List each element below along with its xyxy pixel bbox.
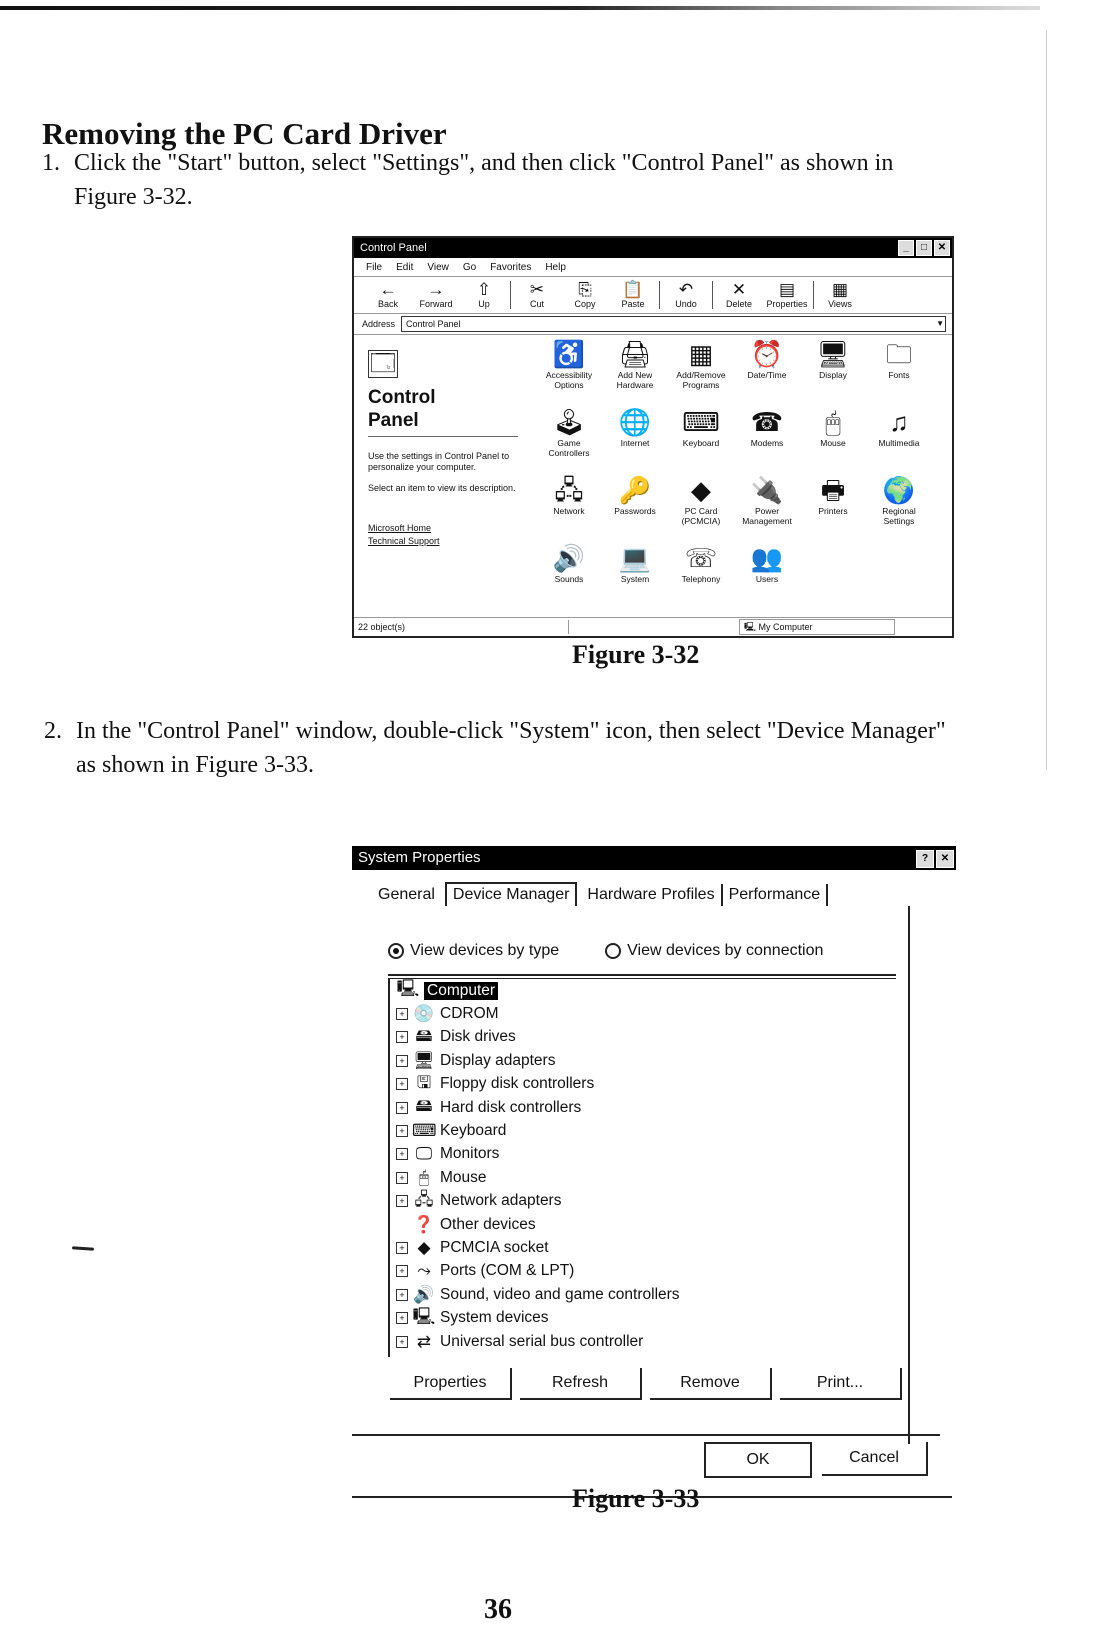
cp-item-label: Users (755, 574, 779, 584)
tree-row[interactable] (390, 1306, 896, 1329)
cp-item-label: Accessibility Options (545, 370, 593, 390)
back-button[interactable] (364, 277, 412, 313)
tree-label: Other devices (440, 1215, 536, 1233)
back-arrow-icon: ← (379, 280, 397, 299)
radio-view-by-type[interactable] (388, 942, 559, 960)
step-1-number: 1. (42, 150, 60, 176)
cp-item-power-management[interactable] (734, 474, 800, 542)
properties-icon: ▤ (778, 280, 796, 299)
menu-help[interactable]: Help (545, 261, 566, 273)
other-devices-icon: ❓ (413, 1214, 435, 1234)
multimedia-icon: ♫ (889, 407, 909, 437)
expand-plus-icon[interactable]: + (396, 1008, 408, 1020)
technical-support-link[interactable]: Technical Support (368, 536, 440, 546)
forward-button[interactable] (412, 277, 460, 313)
expand-plus-icon[interactable]: + (396, 1336, 408, 1348)
info-select-hint: Select an item to view its description. (368, 483, 516, 493)
cut-button[interactable] (513, 277, 561, 313)
system-icon: 💻 (618, 543, 652, 573)
toolbar-separator (712, 281, 713, 309)
tree-row[interactable] (390, 1236, 896, 1259)
tree-label: Disk drives (440, 1028, 516, 1046)
menu-file[interactable]: File (366, 261, 383, 273)
menu-bar (354, 258, 952, 277)
cp-item-label: Game Controllers (548, 438, 590, 458)
expand-plus-icon[interactable]: + (396, 1055, 408, 1067)
up-button[interactable] (460, 277, 508, 313)
sound-controller-icon: 🔊 (413, 1284, 435, 1304)
mouse-icon: 🖱 (825, 407, 841, 437)
back-label: Back (377, 299, 398, 309)
menu-go[interactable]: Go (462, 261, 477, 273)
cp-item-label: Add New Hardware (616, 370, 654, 390)
display-icon: 🖥 (816, 339, 850, 369)
internet-icon: 🌐 (618, 407, 652, 437)
copy-button[interactable] (561, 277, 609, 313)
tab-strip (372, 882, 828, 906)
cp-item-label: Add/Remove Programs (676, 370, 726, 390)
system-devices-icon: 🖳 (412, 1306, 436, 1326)
cp-item-network[interactable] (536, 474, 602, 542)
step-1-text: Click the "Start" button, select "Settings", and then click "Control Panel" as shown in Figure 3-32. (74, 150, 894, 210)
cp-item-label: Keyboard (682, 438, 720, 448)
cut-icon: ✂ (529, 280, 545, 299)
step-2-text: In the "Control Panel" window, double-click "System" icon, then select "Device Manager" as shown in Figure 3-33. (76, 718, 946, 778)
paste-label: Paste (621, 299, 645, 309)
add-hardware-icon: 🖨 (618, 339, 652, 369)
view-mode-radios (388, 942, 823, 960)
help-button[interactable]: ? (916, 850, 934, 868)
system-properties-title: System Properties (358, 849, 481, 866)
radio-empty-dot (605, 943, 621, 959)
right-margin-line (1046, 30, 1047, 770)
pc-card-icon: ◆ (691, 475, 711, 505)
figure-caption-3-32: Figure 3-32 (572, 640, 700, 669)
users-icon: 👥 (750, 543, 784, 573)
cp-item-internet[interactable] (602, 406, 668, 474)
panel-bottom-rule (352, 1434, 940, 1436)
delete-label: Delete (725, 299, 752, 309)
cp-item-label: Passwords (614, 506, 656, 516)
ports-icon: ⤳ (417, 1261, 431, 1281)
minimize-button[interactable]: _ (898, 240, 914, 256)
tree-label: Network adapters (440, 1192, 562, 1210)
tree-label: System devices (440, 1309, 549, 1327)
cp-item-label: System (620, 574, 650, 584)
power-management-icon: 🔌 (750, 475, 784, 505)
up-folder-icon: ⇧ (476, 280, 492, 299)
close-button[interactable]: ✕ (936, 850, 954, 868)
cp-item-users[interactable] (734, 542, 800, 610)
tree-label: Display adapters (440, 1051, 556, 1069)
tree-row[interactable] (390, 1026, 896, 1049)
chevron-down-icon[interactable]: ▼ (936, 319, 944, 328)
computer-icon: 🖳 (396, 979, 420, 999)
control-panel-window (352, 236, 954, 638)
address-label: Address (362, 319, 396, 329)
radio-view-by-connection-label: View devices by connection (627, 942, 824, 959)
cp-item-game-controllers[interactable] (536, 406, 602, 474)
forward-label: Forward (419, 299, 453, 309)
print-button[interactable]: Print... (780, 1368, 902, 1400)
expand-plus-icon[interactable]: + (396, 1031, 408, 1043)
forward-arrow-icon: → (427, 280, 445, 299)
tree-row[interactable] (390, 1190, 896, 1213)
cp-item-modems[interactable] (734, 406, 800, 474)
control-panel-items (536, 338, 932, 610)
info-pane-divider (368, 436, 518, 437)
cp-item-label: Network (553, 506, 585, 516)
paste-icon: 📋 (622, 280, 644, 299)
address-value: Control Panel (406, 319, 461, 329)
figure-caption-3-33: Figure 3-33 (572, 1484, 700, 1513)
accessibility-icon: ♿ (552, 339, 586, 369)
expand-plus-icon[interactable]: + (396, 1289, 408, 1301)
up-label: Up (478, 299, 490, 309)
cp-item-telephony[interactable] (668, 542, 734, 610)
control-panel-heading: Control Panel (368, 387, 436, 431)
display-adapter-icon: 🖥 (413, 1050, 435, 1070)
expand-plus-icon[interactable]: + (396, 1242, 408, 1254)
status-bar (354, 617, 952, 636)
toolbar-separator (659, 281, 660, 309)
date-time-icon: ⏰ (750, 339, 784, 369)
properties-toolbar-button[interactable] (763, 277, 811, 313)
tree-row[interactable] (390, 979, 896, 1002)
tree-label: Universal serial bus controller (440, 1332, 644, 1350)
floppy-controller-icon: 🖫 (416, 1072, 432, 1092)
control-panel-info-pane (368, 350, 518, 548)
usb-controller-icon: ⇄ (416, 1331, 432, 1351)
cp-item-label: Display (819, 370, 847, 380)
status-zone-label: My Computer (758, 622, 813, 632)
expand-plus-icon[interactable]: + (396, 1078, 408, 1090)
menu-favorites[interactable]: Favorites (490, 261, 532, 273)
undo-icon: ↶ (678, 280, 694, 299)
tree-label: Computer (424, 982, 498, 1000)
expand-plus-icon[interactable]: + (396, 1148, 408, 1160)
cp-item-label: Date/Time (747, 370, 787, 380)
cp-item-add-remove-programs[interactable] (668, 338, 734, 406)
radio-view-by-type-label: View devices by type (410, 942, 560, 959)
cp-item-regional-settings[interactable] (866, 474, 932, 542)
system-properties-dialog (352, 846, 952, 1498)
telephony-icon: ☏ (684, 543, 718, 573)
cp-item-keyboard[interactable] (668, 406, 734, 474)
cp-item-passwords[interactable] (602, 474, 668, 542)
cp-item-label: Sounds (554, 574, 584, 584)
tree-row[interactable] (390, 1213, 896, 1236)
delete-button[interactable] (715, 277, 763, 313)
copy-icon: ⎘ (578, 280, 592, 299)
views-icon: ▦ (831, 280, 849, 299)
tab-hardware-profiles[interactable]: Hardware Profiles (581, 884, 722, 906)
cp-item-label: PC Card (PCMCIA) (681, 506, 721, 526)
properties-label: Properties (766, 299, 808, 309)
tree-row[interactable] (390, 1002, 896, 1025)
address-bar (354, 314, 952, 335)
copy-label: Copy (574, 299, 596, 309)
computer-icon: 🖳 (744, 622, 757, 632)
panel-right-border (908, 906, 910, 1444)
status-object-count: 22 object(s) (354, 620, 569, 634)
tree-row[interactable] (390, 1260, 896, 1283)
radio-selected-dot (388, 943, 404, 959)
ok-button[interactable]: OK (704, 1442, 812, 1478)
modems-icon: ☎ (750, 407, 784, 437)
expand-plus-icon[interactable]: + (396, 1312, 408, 1324)
mouse-icon: 🖱 (418, 1167, 430, 1187)
tree-row[interactable] (390, 1049, 896, 1072)
tree-label: Monitors (440, 1145, 500, 1163)
step-2-number: 2. (44, 718, 62, 744)
cp-item-display[interactable] (800, 338, 866, 406)
tree-label: Keyboard (440, 1122, 507, 1140)
cp-item-label: Fonts (888, 370, 910, 380)
expand-plus-icon[interactable]: + (396, 1125, 408, 1137)
tree-row[interactable] (390, 1119, 896, 1142)
regional-settings-icon: 🌍 (882, 475, 916, 505)
toolbar-separator (510, 281, 511, 309)
tree-row[interactable] (390, 1166, 896, 1189)
toolbar (354, 277, 952, 314)
tree-label: Floppy disk controllers (440, 1075, 595, 1093)
disk-drive-icon: 🖴 (415, 1025, 433, 1045)
tree-label: Hard disk controllers (440, 1098, 582, 1116)
tree-row[interactable] (390, 1096, 896, 1119)
cp-item-printers[interactable] (800, 474, 866, 542)
cdrom-icon: 💿 (413, 1004, 435, 1024)
radio-view-by-connection[interactable] (605, 942, 823, 960)
properties-button[interactable]: Properties (390, 1368, 512, 1400)
tree-label: PCMCIA socket (440, 1238, 549, 1256)
expand-plus-icon[interactable]: + (396, 1172, 408, 1184)
add-remove-programs-icon: ▦ (688, 339, 714, 369)
game-controllers-icon: 🕹 (552, 407, 586, 437)
refresh-button[interactable]: Refresh (520, 1368, 642, 1400)
keyboard-icon: ⌨ (682, 407, 720, 437)
cp-item-pc-card[interactable] (668, 474, 734, 542)
tab-general[interactable]: General (378, 886, 435, 903)
sounds-icon: 🔊 (552, 543, 586, 573)
cp-item-label: Modems (750, 438, 784, 448)
control-panel-folder-icon: 🗔 (369, 350, 397, 377)
close-button[interactable]: ✕ (934, 240, 950, 256)
cp-item-label: Printers (818, 506, 848, 516)
cp-item-label: Power Management (742, 506, 792, 526)
pcmcia-socket-icon: ◆ (417, 1237, 431, 1257)
cp-item-accessibility[interactable] (536, 338, 602, 406)
tree-label: Sound, video and game controllers (440, 1285, 680, 1303)
network-icon: 🖧 (554, 475, 584, 505)
paste-button[interactable] (609, 277, 657, 313)
expand-plus-icon[interactable]: + (396, 1265, 408, 1277)
dialog-buttons (704, 1442, 928, 1478)
system-properties-titlebar (352, 846, 956, 870)
cp-item-fonts[interactable] (866, 338, 932, 406)
cp-item-label: Mouse (820, 438, 846, 448)
control-panel-titlebar (354, 238, 952, 258)
fonts-icon: 🗀 (885, 339, 912, 369)
info-description: Use the settings in Control Panel to personalize your computer. (368, 451, 510, 472)
tree-label: CDROM (440, 1005, 499, 1023)
keyboard-icon: ⌨ (412, 1121, 437, 1141)
printers-icon: 🖶 (820, 475, 846, 505)
device-tree[interactable] (388, 978, 896, 1357)
cp-item-add-hardware[interactable] (602, 338, 668, 406)
menu-edit[interactable]: Edit (396, 261, 414, 273)
expand-plus-icon[interactable]: + (396, 1102, 408, 1114)
cp-item-label: Regional Settings (882, 506, 916, 526)
remove-button[interactable]: Remove (650, 1368, 772, 1400)
tab-device-manager[interactable]: Device Manager (445, 882, 578, 906)
tree-row[interactable] (390, 1330, 896, 1353)
menu-view[interactable]: View (427, 261, 449, 273)
tree-label: Ports (COM & LPT) (440, 1262, 575, 1280)
microsoft-home-link[interactable]: Microsoft Home (368, 523, 432, 533)
hard-disk-controller-icon: 🖴 (415, 1096, 433, 1116)
page-number: 36 (484, 1594, 512, 1625)
undo-button[interactable] (662, 277, 710, 313)
undo-label: Undo (675, 299, 697, 309)
cp-item-multimedia[interactable] (866, 406, 932, 474)
status-zone (739, 619, 895, 635)
toolbar-separator (813, 281, 814, 309)
device-buttons (390, 1368, 902, 1400)
maximize-button[interactable]: □ (916, 240, 932, 256)
cp-item-sounds[interactable] (536, 542, 602, 610)
cp-item-label: Multimedia (878, 438, 920, 448)
views-button[interactable] (816, 277, 864, 313)
cancel-button[interactable]: Cancel (822, 1442, 928, 1476)
radio-divider (388, 974, 896, 976)
monitor-icon: 🖵 (415, 1144, 433, 1164)
tree-label: Mouse (440, 1168, 487, 1186)
cp-item-mouse[interactable] (800, 406, 866, 474)
margin-mark (72, 1246, 94, 1251)
tree-row[interactable] (390, 1073, 896, 1096)
control-panel-title: Control Panel (360, 242, 427, 254)
tab-performance[interactable]: Performance (723, 884, 829, 906)
cut-label: Cut (529, 299, 544, 309)
delete-icon: ✕ (731, 280, 747, 299)
cp-item-system[interactable] (602, 542, 668, 610)
tree-row[interactable] (390, 1283, 896, 1306)
expand-plus-icon[interactable]: + (396, 1195, 408, 1207)
top-scan-rule (0, 6, 1040, 10)
cp-item-label: Internet (620, 438, 650, 448)
passwords-icon: 🔑 (618, 475, 652, 505)
cp-item-date-time[interactable] (734, 338, 800, 406)
cp-item-label: Telephony (681, 574, 721, 584)
network-adapter-icon: 🖧 (414, 1189, 434, 1209)
section-heading: Removing the PC Card Driver (42, 116, 447, 151)
views-label: Views (828, 299, 852, 309)
address-input[interactable] (401, 316, 946, 332)
tree-row[interactable] (390, 1143, 896, 1166)
